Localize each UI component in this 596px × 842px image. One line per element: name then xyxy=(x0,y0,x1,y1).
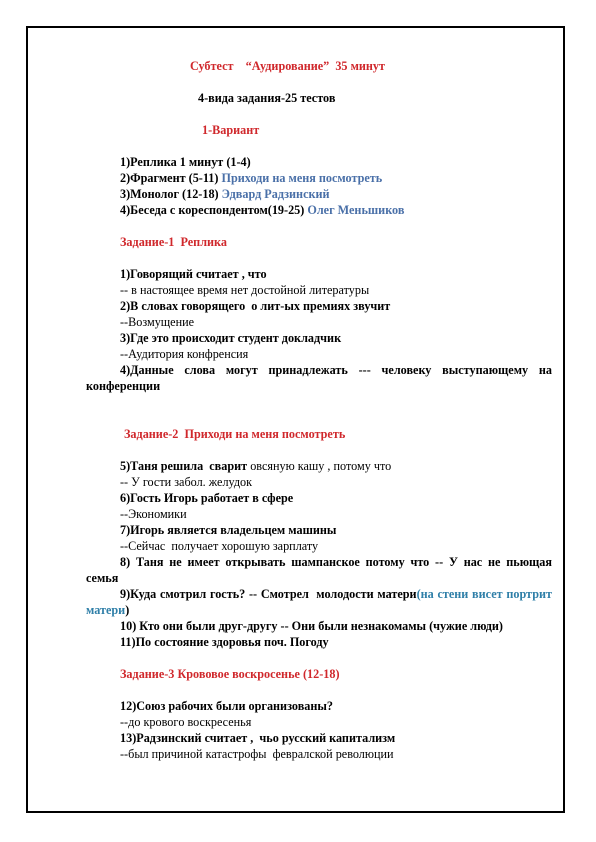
variant-heading: 1-Вариант xyxy=(202,123,260,137)
answer-13: --был причиной катастрофы февралской революции xyxy=(120,747,394,761)
part-1: 1)Реплика 1 минут (1-4) xyxy=(120,155,251,169)
task1-heading: Задание-1 Реплика xyxy=(120,235,227,249)
answer-7: --Сейчас получает хорошую зарплату xyxy=(120,539,319,553)
question-1: 1)Говорящий считает , что xyxy=(120,267,267,281)
document-body xyxy=(86,58,556,762)
question-7: 7)Игорь является владельцем машины xyxy=(120,523,337,537)
part-4: 4)Беседа с кореспондентом(19-25) Олег Меньшиков xyxy=(120,203,405,217)
doc-title: Субтест “Аудирование” 35 минут xyxy=(190,59,386,73)
task3-heading: Задание-3 Крововое воскросенье (12-18) xyxy=(120,667,340,681)
doc-subtitle: 4-вида задания-25 тестов xyxy=(198,91,336,105)
question-5: 5)Таня решила сварит овсяную кашу , потому что xyxy=(120,459,392,473)
answer-2: --Возмущение xyxy=(120,315,195,329)
part-3: 3)Монолог (12-18) Эдвард Радзинский xyxy=(120,187,330,201)
question-9: 9)Куда смотрил гость? -- Смотрел молодости матери(на стени висет портрит матери) xyxy=(86,587,556,617)
question-13: 13)Радзинский считает , чьо русский капитализм xyxy=(120,731,396,745)
question-3: 3)Где это происходит студент докладчик xyxy=(120,331,342,345)
question-8: 8) Таня не имеет открывать шампанское потому что -- У нас не пьющая семья xyxy=(86,555,556,585)
answer-1: -- в настоящее время нет достойной литературы xyxy=(120,283,370,297)
question-2: 2)В словах говорящего о лит-ых премиях звучит xyxy=(120,299,391,313)
question-12: 12)Союз рабочих были организованы? xyxy=(120,699,334,713)
answer-3: --Аудитория конфренсия xyxy=(120,347,249,361)
task2-heading: Задание-2 Приходи на меня посмотреть xyxy=(124,427,346,441)
question-11: 11)По состояние здоровья поч. Погоду xyxy=(120,635,329,649)
answer-12: --до кровогo воскресенья xyxy=(120,715,252,729)
answer-6: --Экономики xyxy=(120,507,187,521)
question-6: 6)Гость Игорь работает в сфере xyxy=(120,491,294,505)
part-2: 2)Фрагмент (5-11) Приходи на меня посмотреть xyxy=(120,171,383,185)
question-4: 4)Данные слова могут принадлежать --- человеку выступающему на конференции xyxy=(86,363,556,393)
answer-5: -- У гости забол. желудок xyxy=(120,475,253,489)
question-10: 10) Кто они были друг-другу -- Они были незнакомамы (чужие люди) xyxy=(120,619,503,633)
